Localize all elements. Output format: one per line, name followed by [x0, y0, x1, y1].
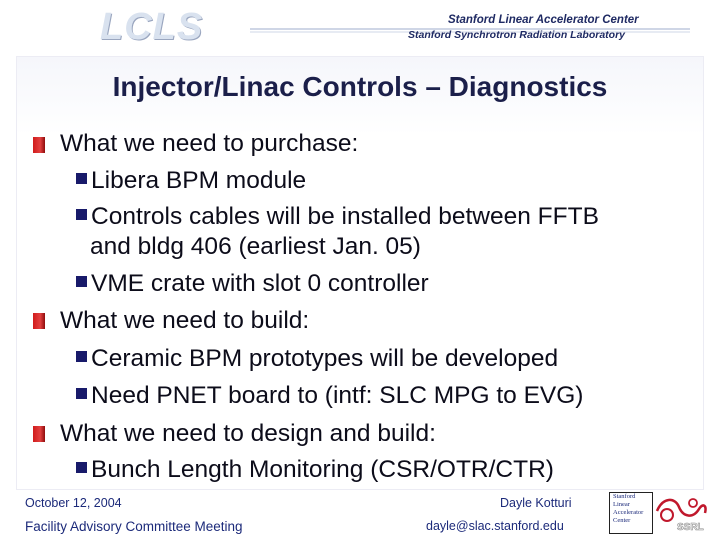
org-line-ssrl: Stanford Synchrotron Radiation Laboratory — [408, 29, 626, 41]
footer-date: October 12, 2004 — [25, 496, 122, 510]
slac-logo-line: Linear — [613, 501, 630, 508]
ssrl-logo — [653, 493, 711, 535]
sub-bullet-icon — [76, 209, 87, 220]
slac-logo-line: Accelerator — [613, 509, 644, 516]
lcls-logo — [100, 6, 210, 48]
sub-bullet-cables-continued: and bldg 406 (earliest Jan. 05) — [90, 233, 421, 260]
ssrl-logo-text: SSRL — [677, 522, 704, 533]
sub-bullet-bunch-length: Bunch Length Monitoring (CSR/OTR/CTR) — [91, 456, 554, 483]
sub-bullet-libera: Libera BPM module — [91, 167, 307, 194]
level1-bullet-icon — [33, 137, 45, 153]
sub-bullet-icon — [76, 388, 87, 399]
slide-header — [0, 0, 720, 52]
sub-bullet-ceramic: Ceramic BPM prototypes will be developed — [91, 345, 559, 372]
bullet-design-build: What we need to design and build: — [60, 420, 436, 447]
level1-bullet-icon — [33, 426, 45, 442]
sub-bullet-icon — [76, 462, 87, 473]
slac-logo-line: Center — [613, 517, 631, 524]
slide-panel — [17, 57, 703, 489]
footer-meeting: Facility Advisory Committee Meeting — [25, 519, 243, 534]
sub-bullet-icon — [76, 351, 87, 362]
bullet-build: What we need to build: — [60, 307, 310, 334]
organization-names — [400, 14, 680, 41]
slac-logo — [609, 492, 653, 534]
footer-email: dayle@slac.stanford.edu — [426, 519, 564, 533]
sub-bullet-icon — [76, 173, 87, 184]
org-line-slac: Stanford Linear Accelerator Center — [448, 14, 639, 26]
footer-presenter: Dayle Kotturi — [500, 496, 572, 510]
level1-bullet-icon — [33, 313, 45, 329]
slide-title: Injector/Linac Controls – Diagnostics — [112, 71, 608, 102]
sub-bullet-cables: Controls cables will be installed between FFTB — [91, 203, 599, 230]
slac-logo-line: Stanford — [613, 493, 636, 500]
bullet-purchase: What we need to purchase: — [60, 130, 359, 157]
sub-bullet-vme: VME crate with slot 0 controller — [91, 270, 429, 297]
lcls-logo-text: LCLS — [100, 6, 204, 48]
sub-bullet-icon — [76, 276, 87, 287]
sub-bullet-pnet: Need PNET board to (intf: SLC MPG to EVG) — [91, 382, 584, 409]
